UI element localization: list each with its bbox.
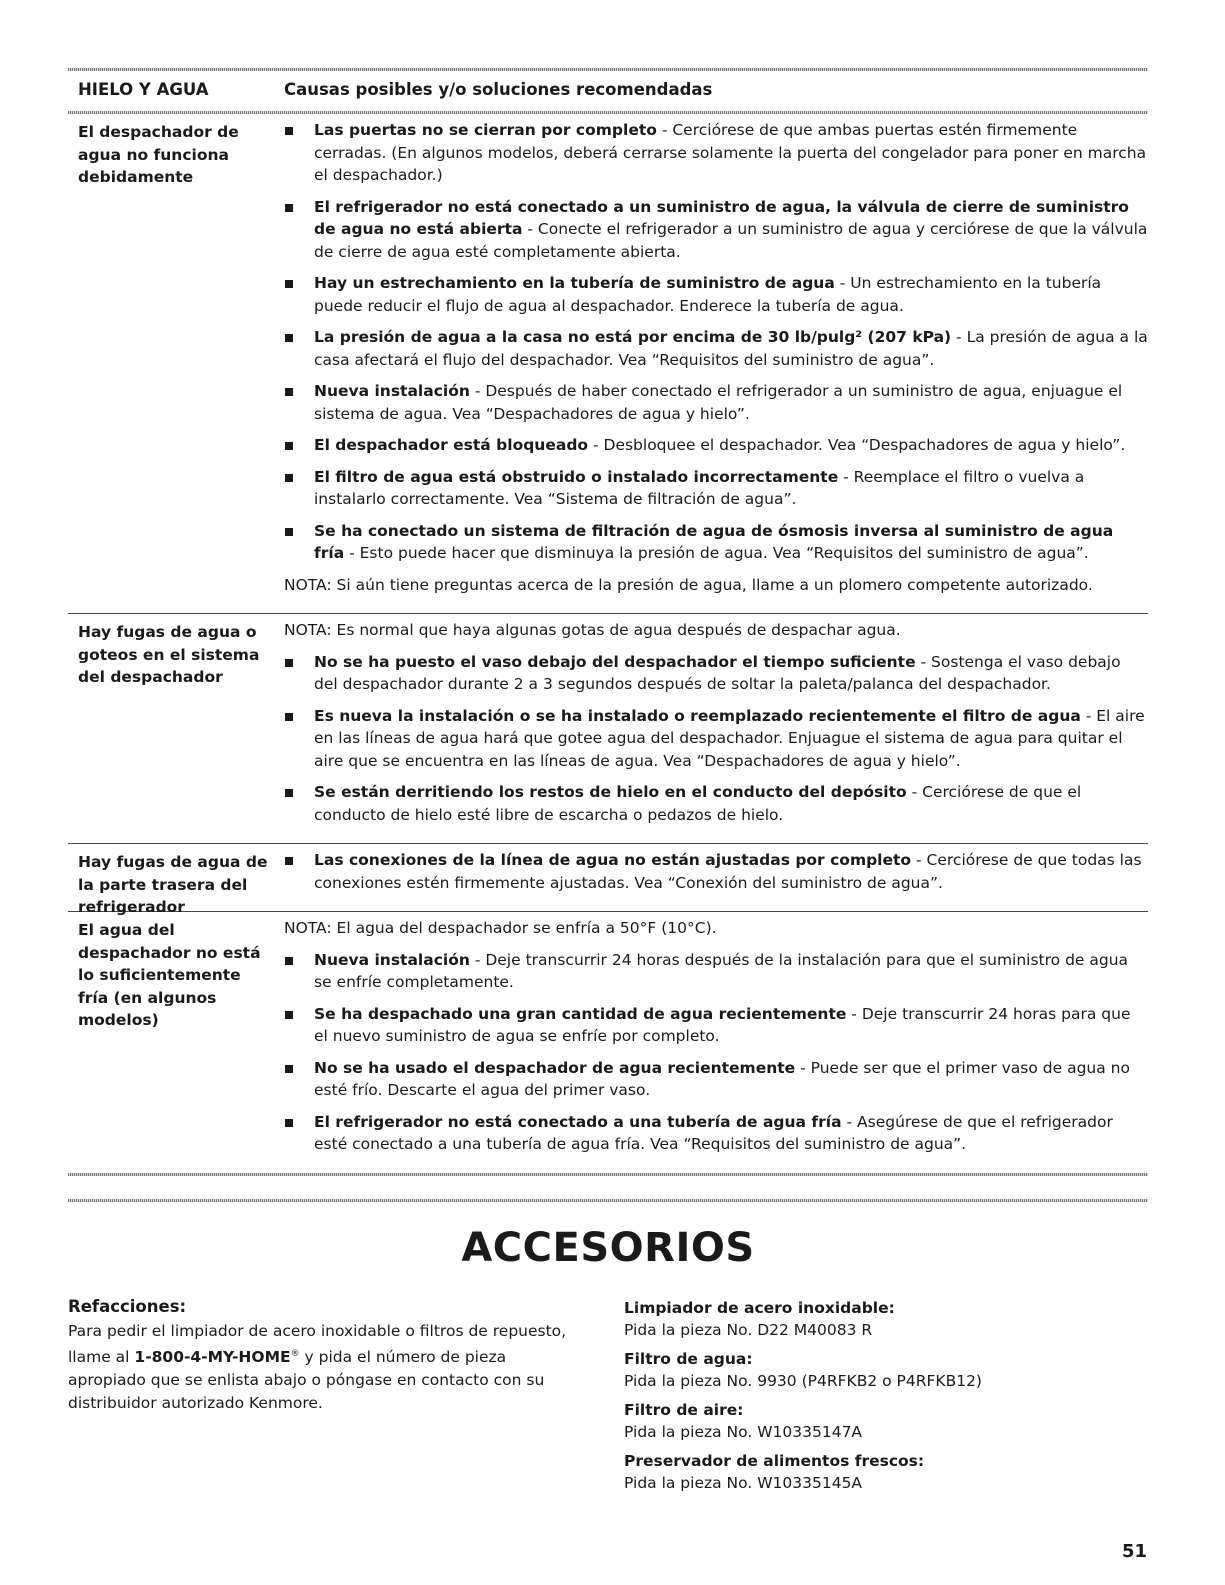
accesorios-title: ACCESORIOS — [461, 1225, 755, 1271]
problem-label: El despachador de agua no funciona debidamente — [78, 123, 239, 186]
note-text: El agua del despachador se enfría a 50°F (10°C). — [331, 919, 717, 937]
refacciones-heading: Refacciones: — [68, 1297, 187, 1316]
part-item — [624, 1348, 1144, 1392]
table-body — [68, 114, 1148, 1173]
cause-item — [284, 1003, 1148, 1048]
page-number: 51 — [1122, 1541, 1148, 1562]
problem-label: Hay fugas de agua de la parte trasera del refrigerador — [78, 853, 268, 916]
cause-title: La presión de agua a la casa no está por encima de 30 lb/pulg² (207 kPa) — [314, 328, 952, 346]
table-header-problem: HIELO Y AGUA — [78, 80, 209, 99]
cause-solution: - Asegúrese de que el refrigerador esté conectado a una tubería de agua fría. Vea “Requisitos del suministro de agua”. — [314, 1112, 1113, 1153]
registered-mark: ® — [290, 1349, 300, 1359]
cause-title: Hay un estrechamiento en la tubería de suministro de agua — [314, 274, 835, 292]
cause-item — [284, 849, 1148, 894]
note — [284, 917, 1148, 940]
table-header-row — [68, 71, 1148, 111]
solutions — [284, 114, 1148, 613]
refacciones-section — [68, 1297, 568, 1415]
solutions — [284, 844, 1148, 911]
cause-item — [284, 949, 1148, 994]
parts-list — [624, 1297, 1144, 1501]
cause-title: Nueva instalación — [314, 950, 470, 969]
cause-solution: - Un estrechamiento en la tubería puede reducir el flujo de agua al despachador. Enderece la tubería de agua. — [314, 274, 1102, 315]
part-label: Filtro de aire: — [624, 1401, 744, 1419]
table-row — [68, 614, 1148, 843]
cause-solution: - Puede ser que el primer vaso de agua no esté frío. Descarte el agua del primer vaso. — [314, 1058, 1130, 1099]
cause-title: El refrigerador no está conectado a una tubería de agua fría — [314, 1112, 842, 1131]
cause-item — [284, 434, 1148, 457]
section-rule — [68, 1199, 1148, 1202]
cause-item — [284, 326, 1148, 371]
cause-solution: - Después de haber conectado el refrigerador a un suministro de agua, enjuague el sistema de agua. Vea “Despachadores de agua y hielo”. — [314, 382, 1123, 423]
part-item — [624, 1297, 1144, 1341]
note-text: Es normal que haya algunas gotas de agua después de despachar agua. — [331, 621, 901, 639]
cause-item — [284, 380, 1148, 425]
cause-title: Es nueva la instalación o se ha instalado o reemplazado recientemente el filtro de agua — [314, 706, 1081, 725]
refacciones-text-2: y pida el número de pieza apropiado que se enlista abajo o póngase en contacto con su distribuidor autorizado Kenmore. — [68, 1348, 545, 1413]
cause-solution: - Esto puede hacer que disminuya la presión de agua. Vea “Requisitos del suministro de agua”. — [344, 544, 1089, 562]
cause-title: No se ha puesto el vaso debajo del despachador el tiempo suficiente — [314, 652, 916, 671]
cause-solution: - Cerciórese de que el conducto de hielo esté libre de escarcha o pedazos de hielo. — [314, 783, 1082, 824]
table-header-causes: Causas posibles y/o soluciones recomendadas — [284, 80, 713, 99]
cause-solution: - La presión de agua a la casa afectará el flujo del despachador. Vea “Requisitos del suministro de agua”. — [314, 328, 1148, 369]
cause-item — [284, 466, 1148, 511]
cause-solution: - Sostenga el vaso debajo del despachador durante 2 a 3 segundos después de soltar la paleta/palanca del despachador. — [314, 652, 1121, 693]
part-label: Filtro de agua: — [624, 1350, 753, 1368]
cause-title: No se ha usado el despachador de agua recientemente — [314, 1058, 796, 1077]
cause-item — [284, 119, 1148, 187]
cause-title: Las conexiones de la línea de agua no están ajustadas por completo — [314, 851, 912, 869]
cause-solution: - Deje transcurrir 24 horas después de la instalación para que el suministro de agua se enfríe completamente. — [314, 950, 1129, 991]
cause-title: El filtro de agua está obstruido o instalado incorrectamente — [314, 467, 839, 486]
cause-title: Se ha conectado un sistema de filtración de agua de ósmosis inversa al suministro de agua fría — [314, 521, 1114, 562]
refacciones-text — [68, 1320, 568, 1415]
part-label: Preservador de alimentos frescos: — [624, 1452, 925, 1470]
note-text: Si aún tiene preguntas acerca de la presión de agua, llame a un plomero competente autorizado. — [331, 575, 1093, 594]
refacciones-text-1: Para pedir el limpiador de acero inoxidable o filtros de repuesto, llame al — [68, 1322, 567, 1367]
cause-item — [284, 1057, 1148, 1102]
table-row — [68, 114, 1148, 613]
cause-title: Las puertas no se cierran por completo — [314, 121, 657, 139]
part-number: Pida la pieza No. W10335147A — [624, 1423, 863, 1441]
cause-solution: - El aire en las líneas de agua hará que gotee agua del despachador. Enjuague el sistema de agua para quitar el aire que se encuentra en las líneas de agua. Vea “Despachadores de agua y hielo”. — [314, 706, 1145, 770]
part-label: Limpiador de acero inoxidable: — [624, 1299, 895, 1317]
cause-solution: - Cerciórese de que todas las conexiones estén firmemente ajustadas. Vea “Conexión del suministro de agua”. — [314, 851, 1142, 892]
table-row — [68, 844, 1148, 916]
part-number: Pida la pieza No. W10335145A — [624, 1474, 863, 1492]
phone-number: 1-800-4-MY-HOME — [134, 1348, 291, 1367]
problem-label: El agua del despachador no está lo suficientemente fría (en algunos modelos) — [78, 921, 261, 1029]
cause-solution: - Reemplace el filtro o vuelva a instalarlo correctamente. Vea “Sistema de filtración de agua”. — [314, 467, 1085, 508]
cause-item — [284, 520, 1148, 565]
cause-item — [284, 705, 1148, 773]
note — [284, 619, 1148, 642]
cause-item — [284, 1111, 1148, 1156]
cause-title: El refrigerador no está conectado a un suministro de agua, la válvula de cierre de suministro de agua no está abierta — [314, 197, 1129, 238]
solutions — [284, 912, 1148, 1173]
note-label: NOTA: — [284, 575, 332, 594]
part-number: Pida la pieza No. 9930 (P4RFKB2 o P4RFKB12) — [624, 1372, 982, 1390]
cause-title: Nueva instalación — [314, 382, 470, 400]
problem-label: Hay fugas de agua o goteos en el sistema del despachador — [78, 623, 260, 686]
table-row — [68, 912, 1148, 1173]
cause-title: El despachador está bloqueado — [314, 436, 589, 454]
solutions — [284, 614, 1148, 843]
cause-solution: - Cerciórese de que ambas puertas estén firmemente cerradas. (En algunos modelos, deberá cerrarse solamente la puerta del congelador para poner en marcha el despachador.) — [314, 121, 1147, 184]
cause-solution: - Conecte el refrigerador a un suministro de agua y cerciórese de que la válvula de cierre de agua esté completamente abierta. — [314, 220, 1148, 261]
part-item — [624, 1399, 1144, 1443]
cause-item — [284, 196, 1148, 264]
cause-item — [284, 781, 1148, 826]
cause-title: Se están derritiendo los restos de hielo en el conducto del depósito — [314, 783, 907, 801]
cause-solution: - Deje transcurrir 24 horas para que el nuevo suministro de agua se enfríe por completo. — [314, 1004, 1131, 1045]
note-label: NOTA: — [284, 621, 332, 639]
cause-title: Se ha despachado una gran cantidad de agua recientemente — [314, 1004, 847, 1023]
note-label: NOTA: — [284, 919, 332, 937]
part-number: Pida la pieza No. D22 M40083 R — [624, 1321, 873, 1339]
note — [284, 574, 1148, 597]
cause-item — [284, 272, 1148, 317]
troubleshooting-table — [68, 68, 1148, 1176]
cause-solution: - Desbloquee el despachador. Vea “Despachadores de agua y hielo”. — [588, 436, 1126, 454]
table-bottom-rule — [68, 1173, 1148, 1176]
part-item — [624, 1450, 1144, 1494]
cause-item — [284, 651, 1148, 696]
